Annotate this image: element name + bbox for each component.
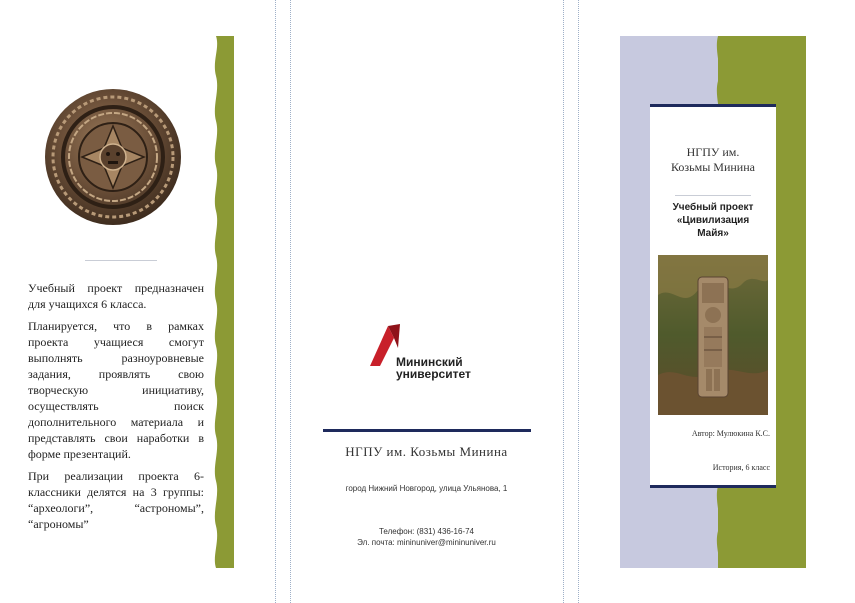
fold-line-4 [578,0,579,603]
fold-line-2 [290,0,291,603]
left-separator [85,260,157,261]
cover-org-line1: НГПУ им. [686,145,740,159]
logo-text-line2: университет [396,367,471,381]
maya-stele-image [658,255,768,415]
middle-org-name: НГПУ им. Козьмы Минина [345,444,508,459]
cover-card [650,104,776,488]
cover-org-line2: Козьмы Минина [671,160,755,174]
cover-subject: История, 6 класс [712,463,770,472]
project-title-line1: Учебный проект [672,202,754,213]
middle-phone: Телефон: (831) 436-16-74 [378,527,474,536]
groups-paragraph: При реализации проекта 6-классники делятся на 3 группы: “археологи”, “астрономы”, “агрономы” [28,469,204,531]
logo-text [396,356,471,380]
olive-wave-strip [210,36,234,568]
left-text-block [28,280,204,538]
plan-paragraph: Планируется, что в рамках проекта учащиеся смогут выполнять разноуровневые задания, проявлять свою творческую инициативу, осуществлять поиск дополнительного материала и представлять свои наработки в форме презентаций. [28,319,204,461]
middle-email: Эл. почта: mininuniver@mininuniver.ru [357,538,496,547]
cover-author: Автор: Мулюкина К.С. [691,429,770,438]
middle-blue-rule [323,429,531,432]
logo-text-line1: Мининский [396,355,463,369]
cover-org-name [650,145,776,175]
cover-separator [675,195,751,196]
middle-address: город Нижний Новгород, улица Ульянова, 1 [345,484,508,493]
fold-line-1 [275,0,276,603]
calendar-stone-image [44,88,182,226]
project-title-line2: «Цивилизация [676,215,750,226]
fold-line-3 [563,0,564,603]
cover-project-title [650,201,776,240]
intro-paragraph: Учебный проект предназначен для учащихся 6 класса. [28,281,204,311]
project-title-line3: Майя» [697,228,729,239]
